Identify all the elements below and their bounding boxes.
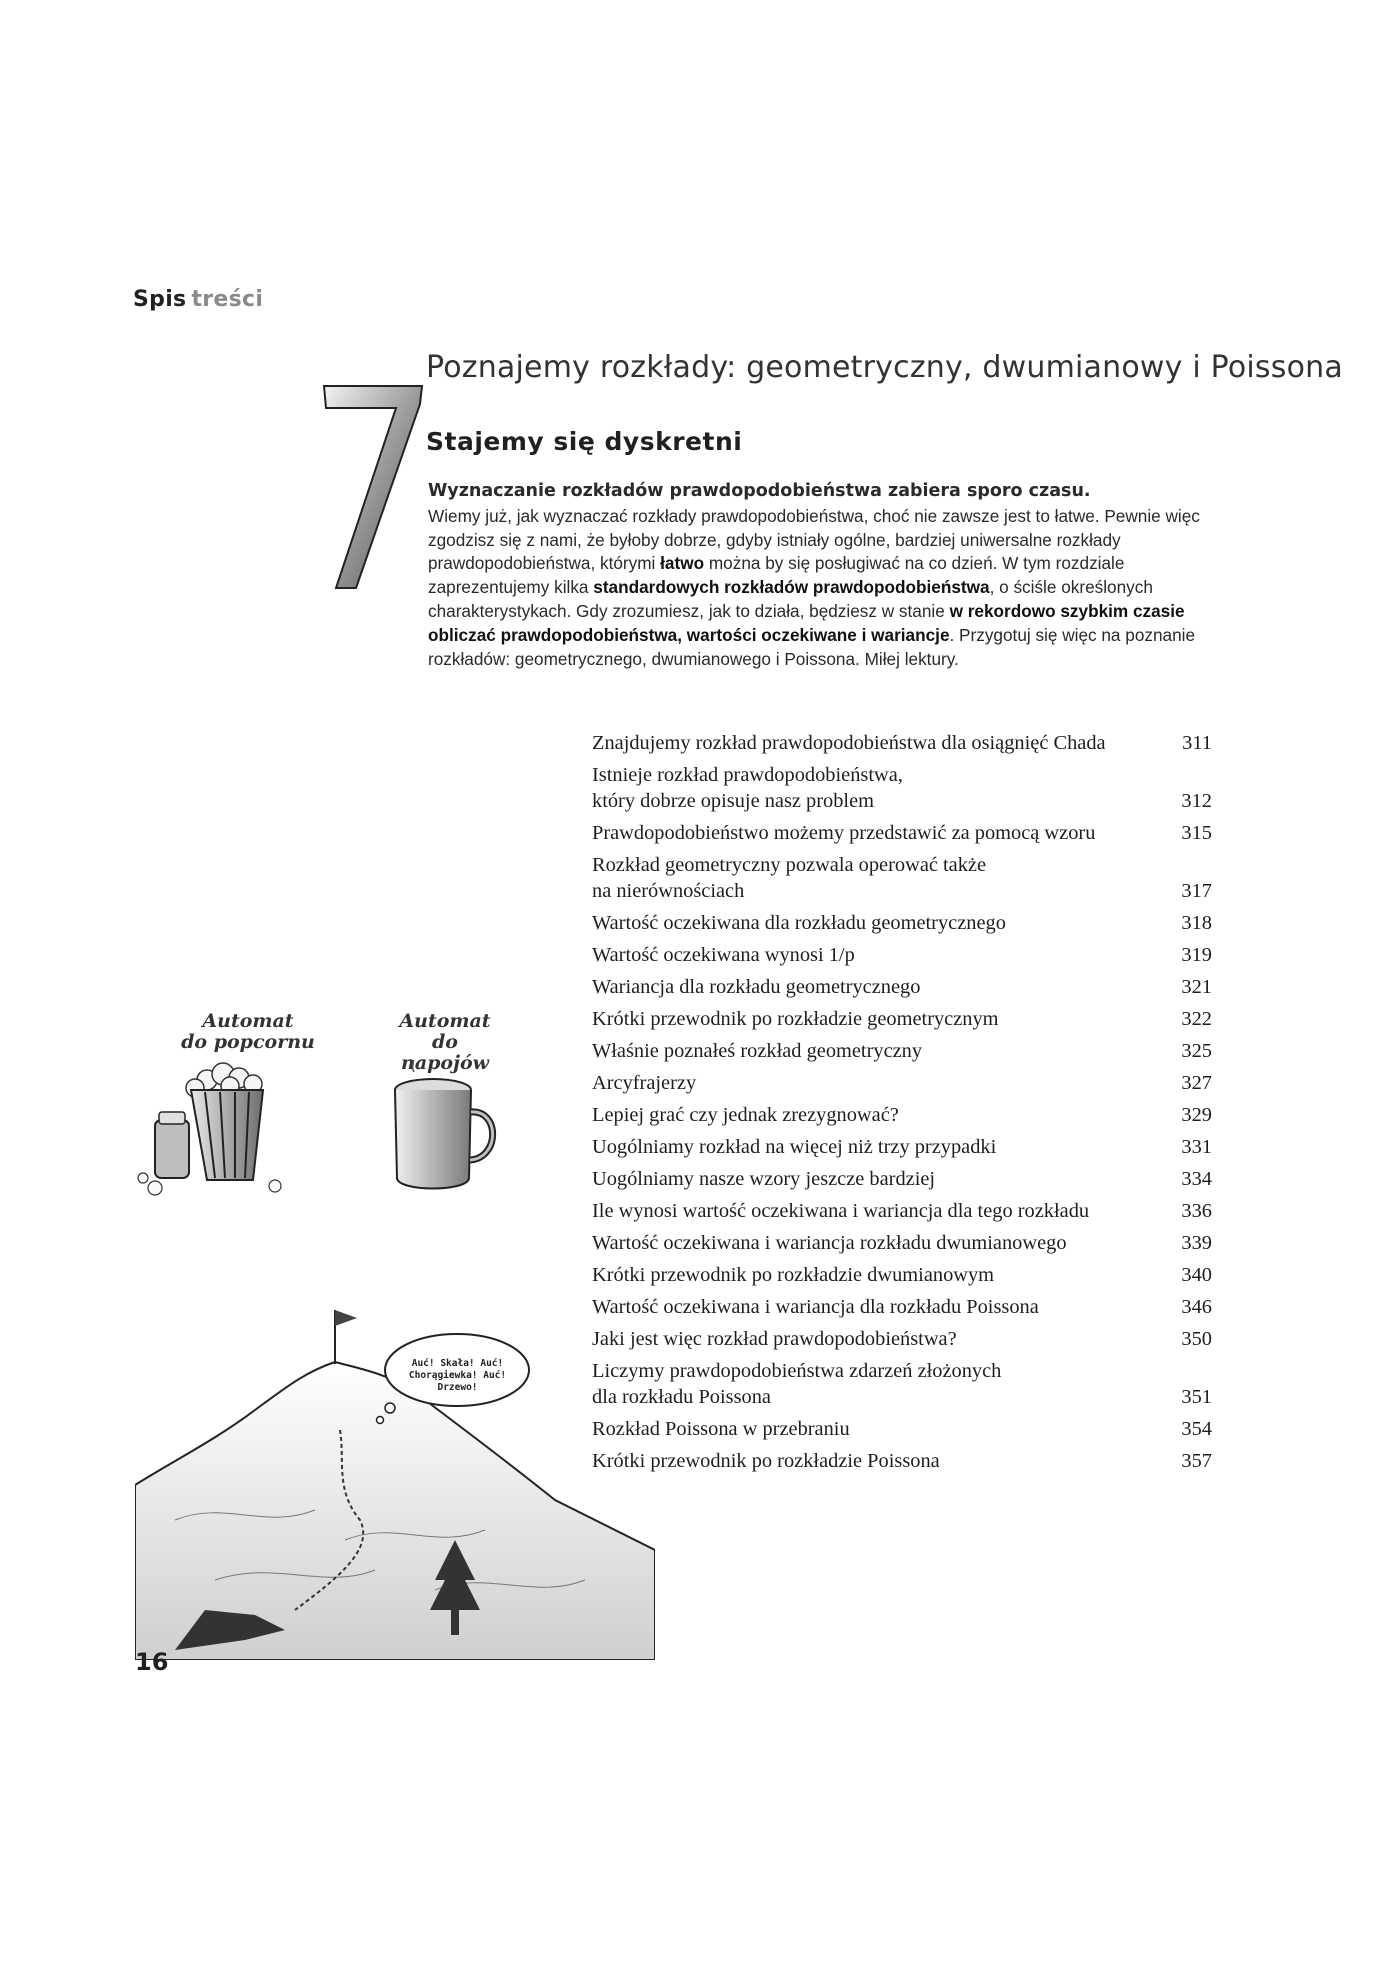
toc-entry-title: Uogólniamy nasze wzory jeszcze bardziej <box>592 1168 936 1190</box>
toc-entry-page: 357 <box>1181 1450 1212 1472</box>
toc-entry-page: 325 <box>1181 1040 1212 1062</box>
chapter-title: Poznajemy rozkłady: geometryczny, dwumianowy i Poissona <box>426 350 1343 385</box>
toc-entry-page: 354 <box>1181 1418 1212 1440</box>
toc-entry-page: 312 <box>1181 790 1212 812</box>
toc-entry-title: Jaki jest więc rozkład prawdopodobieństwa? <box>592 1328 957 1350</box>
toc-entry <box>592 1166 1212 1192</box>
toc-entry-page: 318 <box>1181 912 1212 934</box>
toc-entry <box>592 852 1212 904</box>
mountain-illustration <box>135 1290 655 1660</box>
toc-entry <box>592 1038 1212 1064</box>
intro-bold: w rekordowo szybkim czasie obliczać prawdopodobieństwa, wartości oczekiwane i wariancje <box>428 600 1185 645</box>
toc-entry-title: Uogólniamy rozkład na więcej niż trzy przypadki <box>592 1136 997 1158</box>
toc-entry <box>592 1230 1212 1256</box>
drinks-machine-label: Automat do napojów <box>399 1010 491 1074</box>
toc-entry-title: Krótki przewodnik po rozkładzie Poissona <box>592 1450 940 1472</box>
toc-entry-page: 322 <box>1181 1008 1212 1030</box>
toc-entry-page: 351 <box>1181 1386 1212 1408</box>
running-header-main: Spis <box>133 287 187 312</box>
toc-entry-page: 334 <box>1181 1168 1212 1190</box>
intro-bold: standardowych rozkładów prawdopodobieństwa <box>593 577 990 598</box>
page-number: 16 <box>135 1648 169 1676</box>
popcorn-icon <box>135 1060 315 1200</box>
intro-text: , o ściśle określonych charakterystykach. Gdy zrozumiesz, jak to działa, będziesz w stanie <box>428 577 1153 621</box>
toc-entry-page: 346 <box>1181 1296 1212 1318</box>
toc-entry <box>592 1294 1212 1320</box>
toc-entry-title: Wariancja dla rozkładu geometrycznego <box>592 976 921 998</box>
toc-entry-title: Znajdujemy rozkład prawdopodobieństwa dla osiągnięć Chada <box>592 732 1106 754</box>
toc-entry <box>592 762 1212 814</box>
speech-bubble-text: Auć! Skała! Auć! Chorągiewka! Auć! Drzewo! <box>408 1358 507 1393</box>
chapter-intro <box>428 480 1248 671</box>
toc-entry-page: 350 <box>1181 1328 1212 1350</box>
toc-entry-page: 311 <box>1182 732 1212 754</box>
toc-entry <box>592 1358 1212 1410</box>
toc-entry <box>592 820 1212 846</box>
toc-entry-title: Liczymy prawdopodobieństwa zdarzeń złożonych dla rozkładu Poissona <box>592 1360 1002 1408</box>
toc-entry-title: Ile wynosi wartość oczekiwana i wariancja dla tego rozkładu <box>592 1200 1090 1222</box>
running-header-grey: treści <box>191 287 264 312</box>
toc-entry-page: 336 <box>1181 1200 1212 1222</box>
toc-entry-page: 315 <box>1181 822 1212 844</box>
toc-entry-title: Prawdopodobieństwo możemy przedstawić za pomocą wzoru <box>592 822 1096 844</box>
toc-entry-title: Krótki przewodnik po rozkładzie geometrycznym <box>592 1008 999 1030</box>
toc-entry <box>592 1262 1212 1288</box>
running-header <box>133 287 263 312</box>
toc-entry-page: 329 <box>1181 1104 1212 1126</box>
toc-entry-page: 339 <box>1181 1232 1212 1254</box>
toc-entry-page: 331 <box>1181 1136 1212 1158</box>
toc-entry-page: 319 <box>1181 944 1212 966</box>
toc-entry <box>592 1448 1212 1474</box>
toc-entry-page: 317 <box>1181 880 1212 902</box>
mug-icon <box>388 1060 503 1200</box>
toc-entry-title: Rozkład geometryczny pozwala operować także na nierównościach <box>592 854 987 902</box>
toc-entry <box>592 1006 1212 1032</box>
toc-entry <box>592 1070 1212 1096</box>
toc-entry <box>592 974 1212 1000</box>
toc-entry <box>592 942 1212 968</box>
toc-entry <box>592 1134 1212 1160</box>
toc-entry <box>592 910 1212 936</box>
intro-text: . Przygotuj się więc na poznanie rozkładów: geometrycznego, dwumianowego i Poissona. Miłej lektury. <box>428 624 1196 669</box>
toc-entry <box>592 730 1212 756</box>
toc-entry-title: Arcyfrajerzy <box>592 1072 697 1094</box>
intro-text: Wiemy już, jak wyznaczać rozkłady prawdopodobieństwa, choć nie zawsze jest to łatwe. Pewnie więc zgodzisz się z nami, że byłoby dobrze, gdyby istniały ogólne, bardziej uniwersalne rozkłady prawdopodobieństwa, którymi <box>428 505 1200 574</box>
toc-list <box>592 730 1212 1480</box>
toc-entry-title: Wartość oczekiwana wynosi 1/p <box>592 944 855 966</box>
toc-entry-title: Lepiej grać czy jednak zrezygnować? <box>592 1104 899 1126</box>
toc-entry-title: Wartość oczekiwana i wariancja dla rozkładu Poissona <box>592 1296 1039 1318</box>
toc-entry <box>592 1102 1212 1128</box>
toc-entry-title: Wartość oczekiwana i wariancja rozkładu dwumianowego <box>592 1232 1067 1254</box>
toc-entry-page: 327 <box>1181 1072 1212 1094</box>
chapter-number-graphic <box>318 382 426 592</box>
toc-entry-page: 321 <box>1181 976 1212 998</box>
toc-entry-title: Rozkład Poissona w przebraniu <box>592 1418 850 1440</box>
popcorn-machine-label: Automat do popcornu <box>181 1010 315 1053</box>
toc-entry-page: 340 <box>1181 1264 1212 1286</box>
intro-bold: łatwo <box>660 553 705 574</box>
intro-lead: Wyznaczanie rozkładów prawdopodobieństwa zabiera sporo czasu. <box>428 481 1091 501</box>
toc-entry <box>592 1326 1212 1352</box>
toc-entry-title: Krótki przewodnik po rozkładzie dwumianowym <box>592 1264 995 1286</box>
toc-entry-title: Wartość oczekiwana dla rozkładu geometrycznego <box>592 912 1006 934</box>
intro-text: można by się posługiwać na co dzień. W tym rozdziale zaprezentujemy kilka <box>428 553 1125 598</box>
toc-entry <box>592 1198 1212 1224</box>
toc-entry <box>592 1416 1212 1442</box>
toc-entry-title: Istnieje rozkład prawdopodobieństwa, który dobrze opisuje nasz problem <box>592 764 903 812</box>
toc-entry-title: Właśnie poznałeś rozkład geometryczny <box>592 1040 923 1062</box>
chapter-subtitle: Stajemy się dyskretni <box>426 427 743 456</box>
